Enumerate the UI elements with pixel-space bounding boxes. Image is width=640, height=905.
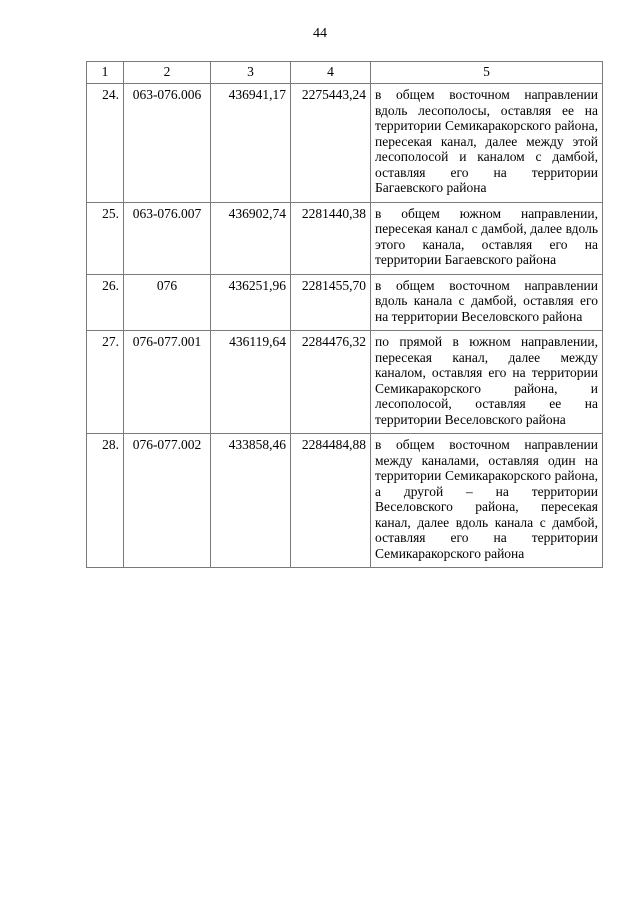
coordinate-y: 2275443,24 [291, 84, 371, 203]
coordinate-y: 2281440,38 [291, 202, 371, 274]
coordinate-x: 436941,17 [211, 84, 291, 203]
coordinate-x: 436902,74 [211, 202, 291, 274]
point-code: 076-077.002 [124, 434, 211, 568]
page-number: 44 [313, 26, 327, 41]
table-header-row [87, 62, 603, 84]
table-row [87, 84, 603, 203]
coordinate-y: 2284476,32 [291, 331, 371, 434]
column-header: 2 [124, 62, 211, 84]
coordinate-y: 2281455,70 [291, 274, 371, 331]
column-header: 1 [87, 62, 124, 84]
table-row [87, 202, 603, 274]
table-row [87, 331, 603, 434]
point-code: 063-076.006 [124, 84, 211, 203]
column-header: 3 [211, 62, 291, 84]
table-row [87, 274, 603, 331]
row-number: 28. [87, 434, 124, 568]
boundary-description: в общем восточном направлении между каналами, оставляя один на территории Семикаракорского района, а другой – на территории Веселовского района, пересекая канал, далее вдоль канала с дамбой, оставляя его на территории Семикаракорского района [371, 434, 603, 568]
coordinate-x: 436119,64 [211, 331, 291, 434]
boundary-table [86, 61, 603, 568]
boundary-description: в общем восточном направлении вдоль канала с дамбой, оставляя его на территории Веселовского района [371, 274, 603, 331]
row-number: 26. [87, 274, 124, 331]
point-code: 063-076.007 [124, 202, 211, 274]
row-number: 27. [87, 331, 124, 434]
point-code: 076 [124, 274, 211, 331]
coordinate-x: 433858,46 [211, 434, 291, 568]
boundary-description: в общем восточном направлении вдоль лесополосы, оставляя ее на территории Семикаракорского района, пересекая канал, далее между этой лесополосой и каналом с дамбой, оставляя его на территории Багаевского района [371, 84, 603, 203]
coordinate-y: 2284484,88 [291, 434, 371, 568]
row-number: 25. [87, 202, 124, 274]
table-row [87, 434, 603, 568]
column-header: 5 [371, 62, 603, 84]
column-header: 4 [291, 62, 371, 84]
point-code: 076-077.001 [124, 331, 211, 434]
row-number: 24. [87, 84, 124, 203]
coordinate-x: 436251,96 [211, 274, 291, 331]
boundary-description: в общем южном направлении, пересекая канал с дамбой, далее вдоль этого канала, оставляя его на территории Багаевского района [371, 202, 603, 274]
boundary-description: по прямой в южном направлении, пересекая канал, далее между каналом, оставляя его на территории Семикаракорского района, и лесополосой, оставляя ее на территории Веселовского района [371, 331, 603, 434]
